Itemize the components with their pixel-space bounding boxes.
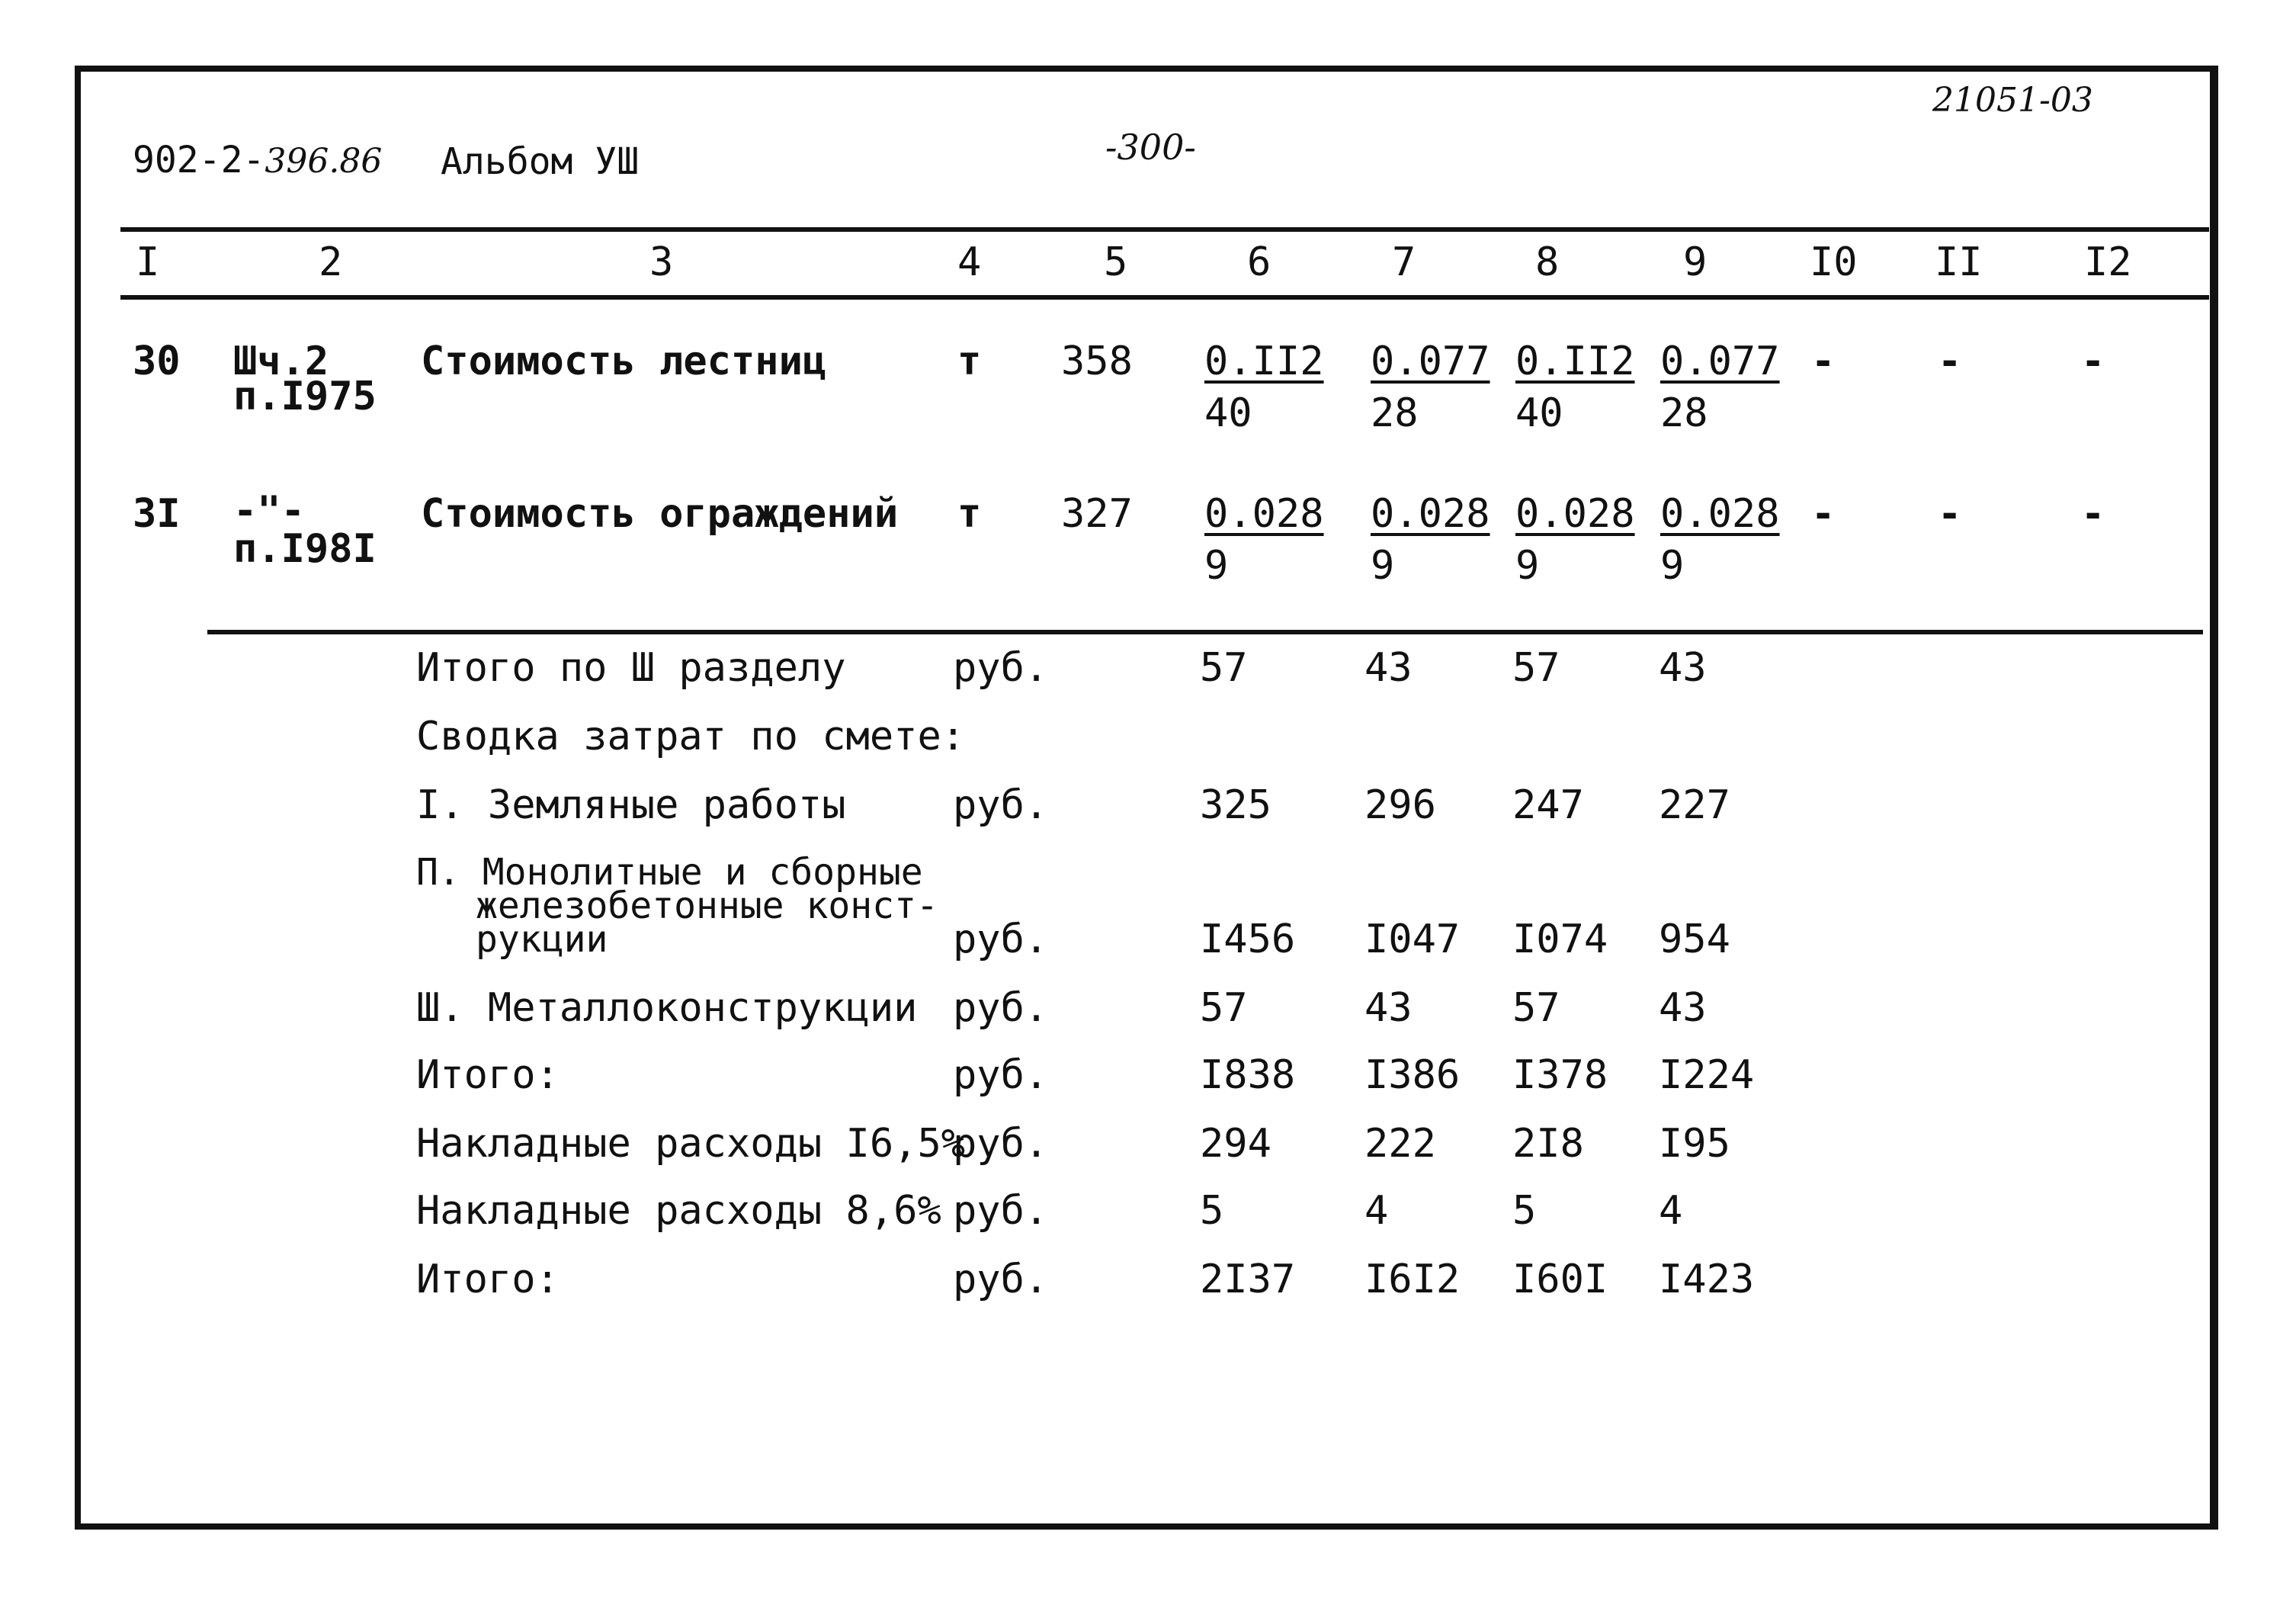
summary-unit: руб. (953, 1257, 1049, 1302)
summary-value: 5 (1200, 1188, 1224, 1234)
summary-unit: руб. (953, 645, 1049, 691)
column-header-12: I2 (2084, 239, 2132, 285)
summary-value: 2I8 (1512, 1121, 1584, 1167)
value-bottom: 40 (1515, 390, 1563, 436)
column-header-11: II (1935, 239, 1983, 285)
column-header-3: 3 (649, 239, 674, 285)
stamp-number: 21051-03 (1932, 81, 2093, 120)
summary-value: 43 (1364, 645, 1413, 691)
column-header-5: 5 (1104, 239, 1128, 285)
summary-value: 43 (1659, 645, 1707, 691)
empty-value: - (1938, 491, 1962, 537)
summary-value: I60I (1512, 1257, 1608, 1302)
summary-value: 43 (1659, 985, 1707, 1031)
column-header-9: 9 (1683, 239, 1708, 285)
summary-value: 57 (1512, 985, 1560, 1031)
summary-value: I456 (1200, 917, 1296, 962)
summary-label: Накладные расходы I6,5% (416, 1121, 966, 1167)
value-bottom: 28 (1660, 390, 1708, 436)
row-reference: -"- (233, 488, 305, 534)
summary-value: I386 (1364, 1052, 1461, 1098)
summary-value: I6I2 (1364, 1257, 1461, 1302)
summary-label-line: железобетонные конст- (476, 884, 938, 927)
summary-label: I. Земляные работы (416, 782, 846, 828)
summary-value: 43 (1364, 985, 1413, 1031)
value-top: 0.028 (1660, 491, 1780, 537)
summary-divider-line (207, 630, 2203, 634)
summary-value: 294 (1200, 1121, 1271, 1167)
value-top: 0.II2 (1515, 339, 1635, 384)
summary-value: 57 (1200, 985, 1248, 1031)
summary-value: 227 (1659, 782, 1730, 828)
column-header-10: I0 (1810, 239, 1858, 285)
summary-value: 296 (1364, 782, 1436, 828)
row-number: 3I (133, 491, 181, 537)
document-code-handwritten: 396.86 (265, 142, 383, 181)
column-header-4: 4 (957, 239, 982, 285)
summary-value: I047 (1364, 917, 1461, 962)
row-number: 30 (133, 339, 181, 384)
summary-value: 4 (1659, 1188, 1683, 1234)
summary-label: Итого: (416, 1052, 560, 1098)
summary-value: 954 (1659, 917, 1730, 962)
summary-value: I95 (1659, 1121, 1730, 1167)
summary-unit: руб. (953, 985, 1049, 1031)
summary-value: I838 (1200, 1052, 1296, 1098)
document-code-printed: 902-2- (133, 139, 265, 181)
summary-value: I423 (1659, 1257, 1755, 1302)
value-top: 0.028 (1204, 491, 1324, 537)
value-top: 0.077 (1660, 339, 1780, 384)
summary-value: I074 (1512, 917, 1608, 962)
summary-value: 57 (1200, 645, 1248, 691)
row-reference: Шч.2 (233, 339, 329, 384)
summary-unit: руб. (953, 917, 1049, 962)
empty-value: - (1938, 339, 1962, 384)
summary-label: Накладные расходы 8,6% (416, 1188, 941, 1234)
document-code (133, 139, 383, 181)
summary-value: 4 (1364, 1188, 1389, 1234)
value-bottom: 40 (1204, 390, 1252, 436)
value-bottom: 28 (1371, 390, 1419, 436)
summary-unit: руб. (953, 1052, 1049, 1098)
value-bottom: 9 (1204, 543, 1229, 589)
empty-value: - (1811, 491, 1836, 537)
empty-value: - (2081, 339, 2105, 384)
page-number: -300- (1105, 127, 1196, 168)
value-bottom: 9 (1660, 543, 1685, 589)
value-bottom: 9 (1515, 543, 1540, 589)
summary-label: Ш. Металлоконструкции (416, 985, 918, 1031)
summary-value: 222 (1364, 1121, 1436, 1167)
summary-value: I224 (1659, 1052, 1755, 1098)
column-header-6: 6 (1247, 239, 1271, 285)
row-code: 358 (1061, 339, 1133, 384)
column-header-1: I (136, 239, 160, 285)
album-title: Альбом УШ (441, 140, 640, 183)
value-bottom: 9 (1371, 543, 1395, 589)
column-header-8: 8 (1535, 239, 1560, 285)
summary-unit: руб. (953, 1121, 1049, 1167)
row-reference-item: п.I975 (233, 374, 377, 419)
value-top: 0.028 (1515, 491, 1635, 537)
row-reference-item: п.I98I (233, 526, 377, 572)
row-unit: т (957, 491, 982, 537)
page-border (75, 66, 2218, 1530)
header-bottom-line (120, 295, 2209, 300)
summary-unit: руб. (953, 782, 1049, 828)
summary-heading: Сводка затрат по смете: (416, 714, 966, 759)
row-name: Стоимость ограждений (421, 491, 899, 537)
summary-value: 325 (1200, 782, 1271, 828)
row-code: 327 (1061, 491, 1133, 537)
empty-value: - (2081, 491, 2105, 537)
value-top: 0.II2 (1204, 339, 1324, 384)
value-top: 0.077 (1371, 339, 1490, 384)
summary-value: 247 (1512, 782, 1584, 828)
column-header-7: 7 (1392, 239, 1416, 285)
summary-unit: руб. (953, 1188, 1049, 1234)
summary-label-line: рукции (476, 918, 608, 961)
summary-value: 57 (1512, 645, 1560, 691)
row-name: Стоимость лестниц (421, 339, 827, 384)
value-top: 0.028 (1371, 491, 1490, 537)
summary-value: 2I37 (1200, 1257, 1296, 1302)
empty-value: - (1811, 339, 1836, 384)
summary-label-line: П. Монолитные и сборные (416, 851, 923, 894)
row-unit: т (957, 339, 982, 384)
summary-label: Итого: (416, 1257, 560, 1302)
header-top-line (120, 227, 2209, 232)
summary-value: I378 (1512, 1052, 1608, 1098)
column-header-2: 2 (319, 239, 343, 285)
summary-value: 5 (1512, 1188, 1537, 1234)
summary-label: Итого по Ш разделу (416, 645, 846, 691)
